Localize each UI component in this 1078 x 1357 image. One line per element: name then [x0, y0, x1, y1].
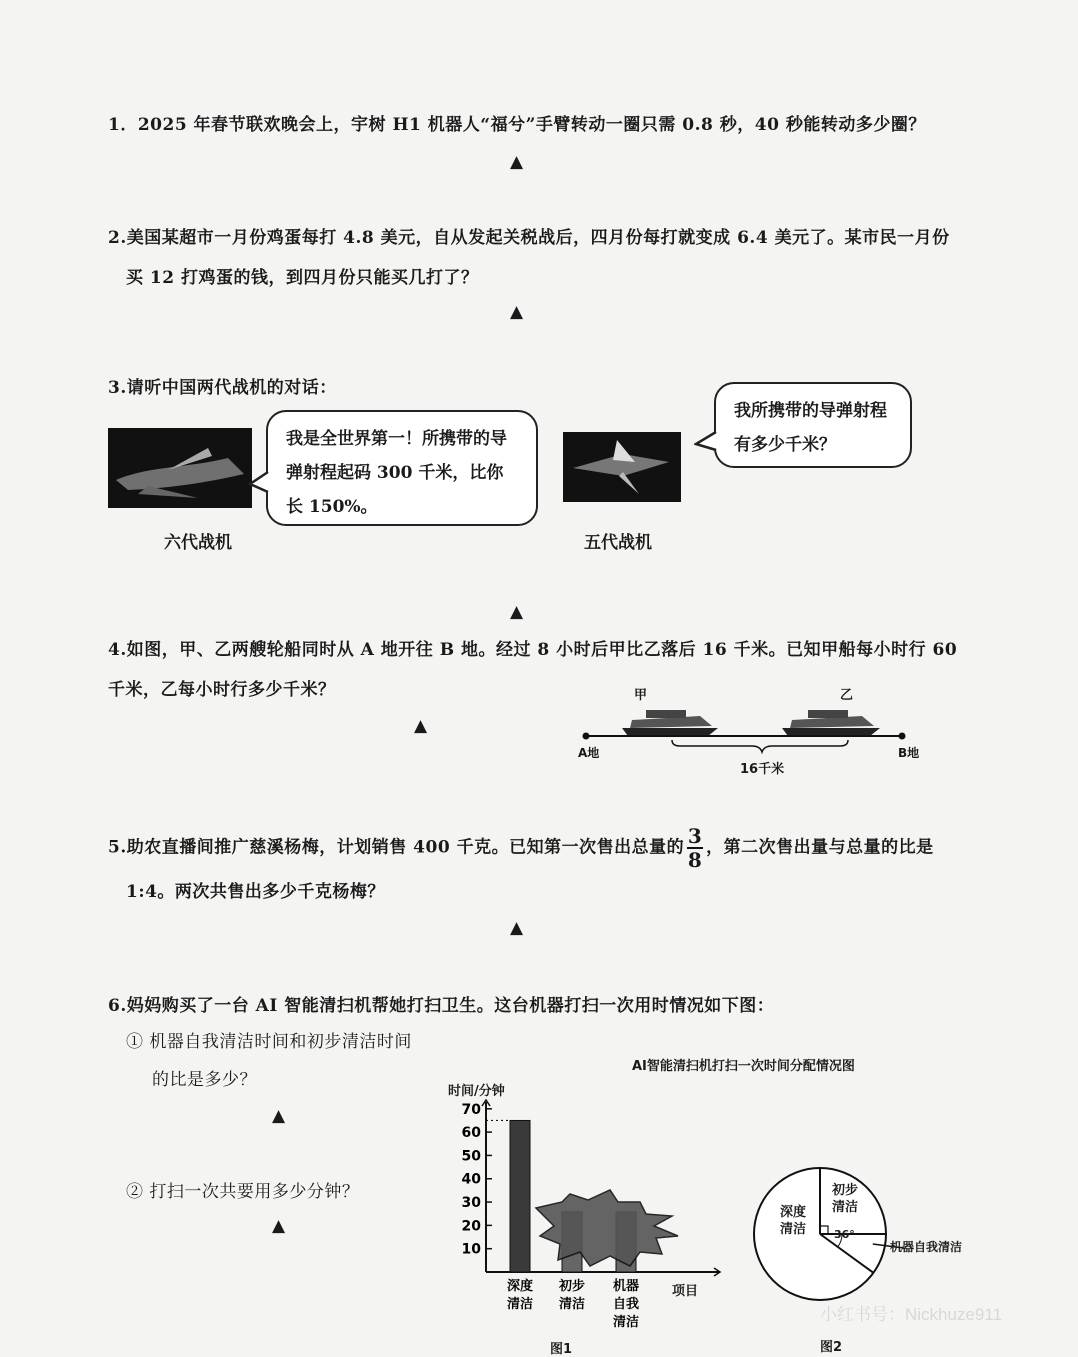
- pie-label-self-clean: 机器自我清洁: [890, 1240, 963, 1254]
- question-5-pre: 5.助农直播间推广慈溪杨梅，计划销售 400 千克。已知第一次售出总量的: [108, 837, 685, 858]
- sub-question-2: ② 打扫一次共要用多少分钟？: [126, 1182, 360, 1202]
- answer-mark-3: ▲: [510, 602, 524, 622]
- watermark: 小红书号：Nickhuze911: [820, 1305, 1003, 1324]
- ship-diagram: [576, 680, 926, 780]
- bar-0: [510, 1120, 530, 1272]
- x-category-label-2: 机器: [612, 1279, 640, 1294]
- speech-bubble-fifth-gen: 我所携带的导弹射程有多少千米？: [714, 382, 912, 468]
- y-tick-label: 50: [461, 1148, 481, 1165]
- answer-mark-4: ▲: [414, 716, 428, 736]
- question-3-text: 3.请听中国两代战机的对话：: [108, 378, 337, 398]
- y-tick-label: 60: [461, 1125, 481, 1142]
- gap-label: 16千米: [740, 762, 785, 777]
- answer-mark-5: ▲: [510, 918, 524, 938]
- pie-angle-label: 36°: [834, 1228, 855, 1241]
- ink-blot: [536, 1190, 678, 1266]
- figure-1-caption: 图1: [550, 1342, 573, 1357]
- x-category-label-0: 清洁: [506, 1297, 534, 1312]
- question-4-line1: 4.如图，甲、乙两艘轮船同时从 A 地开往 B 地。经过 8 小时后甲比乙落后 16 千米。已知甲船每小时行 60: [108, 640, 958, 660]
- bubble-tail-right: [694, 430, 718, 452]
- answer-mark-2: ▲: [510, 302, 524, 322]
- bubble-tail-left: [248, 470, 270, 494]
- sub-question-1-line1: ① 机器自我清洁时间和初步清洁时间: [126, 1032, 412, 1052]
- question-2-line1: 2.美国某超市一月份鸡蛋每打 4.8 美元，自从发起关税战后，四月份每打就变成 6.4 美元了。某市民一月份: [108, 228, 950, 248]
- ship-a-icon: [622, 710, 718, 736]
- ship-b-label: 乙: [840, 688, 854, 703]
- x-axis-label: 项目: [672, 1284, 699, 1299]
- x-category-label-1: 清洁: [558, 1297, 586, 1312]
- pie-label-initial-clean: 初步清洁: [832, 1183, 859, 1215]
- speech-bubble-sixth-gen: 我是全世界第一！所携带的导弹射程起码 300 千米，比你长 150%。: [266, 410, 538, 526]
- y-tick-label: 40: [461, 1171, 481, 1188]
- answer-mark-6-2: ▲: [272, 1216, 286, 1236]
- question-2-line2: 买 12 打鸡蛋的钱，到四月份只能买几打了？: [126, 268, 479, 288]
- pie-label-deep-clean: 深度清洁: [780, 1205, 807, 1237]
- question-5-line1: [108, 826, 934, 870]
- ship-a-label: 甲: [634, 688, 648, 703]
- y-tick-label: 20: [461, 1218, 481, 1235]
- point-a-label: A地: [578, 746, 600, 760]
- question-4-line2: 千米，乙每小时行多少千米？: [108, 680, 336, 700]
- x-category-label-2: 自我: [612, 1297, 640, 1312]
- bar-chart: [440, 1076, 730, 1357]
- question-5-post: ，第二次售出量与总量的比是: [706, 837, 934, 858]
- answer-mark-1: ▲: [510, 152, 524, 172]
- y-tick-label: 70: [461, 1101, 481, 1118]
- sub-question-1-line2: 的比是多少？: [152, 1070, 257, 1090]
- y-axis-label: 时间/分钟: [448, 1084, 505, 1099]
- y-tick-label: 10: [461, 1241, 481, 1258]
- question-5-line2: 1:4。两次共售出多少千克杨梅？: [126, 882, 385, 902]
- fraction-denominator: 8: [687, 848, 703, 872]
- question-6-text: 6.妈妈购买了一台 AI 智能清扫机帮她打扫卫生。这台机器打扫一次用时情况如下图：: [108, 996, 775, 1016]
- caption-fifth-gen: 五代战机: [584, 533, 652, 553]
- fraction-numerator: 3: [687, 824, 703, 848]
- x-category-label-0: 深度: [506, 1279, 534, 1294]
- fifth-gen-fighter-photo: [563, 432, 681, 502]
- question-1-text: 1．2025 年春节联欢晚会上，宇树 H1 机器人“福兮”手臂转动一圈只需 0.8 秒，40 秒能转动多少圈？: [108, 115, 926, 135]
- figure-2-caption: 图2: [820, 1340, 843, 1355]
- y-tick-label: 30: [461, 1195, 481, 1212]
- point-b-label: B地: [898, 746, 920, 760]
- x-category-label-1: 初步: [558, 1279, 586, 1294]
- fraction-three-eighths: [687, 826, 703, 870]
- answer-mark-6-1: ▲: [272, 1106, 286, 1126]
- chart-title: AI智能清扫机打扫一次时间分配情况图: [632, 1059, 855, 1074]
- bar-chart-svg: [440, 1076, 730, 1348]
- caption-sixth-gen: 六代战机: [164, 533, 232, 553]
- ship-b-icon: [782, 710, 880, 736]
- x-category-label-2: 清洁: [612, 1315, 640, 1330]
- sixth-gen-fighter-photo: [108, 428, 252, 508]
